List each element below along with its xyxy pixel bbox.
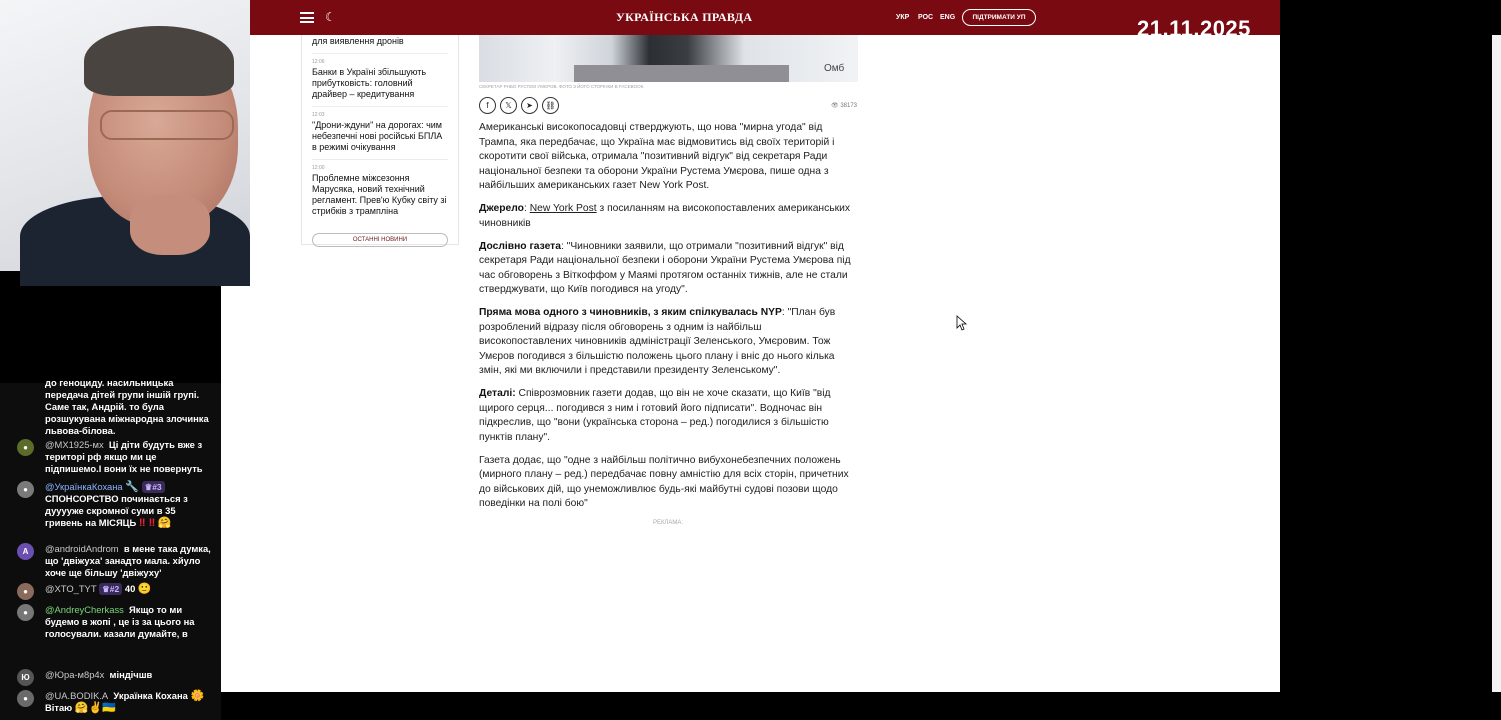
- chat-text: Якщо то ми будемо в жопі , це із за цього на голосували. казали думайте, в: [45, 604, 195, 639]
- dark-mode-moon-icon[interactable]: ☾: [325, 10, 336, 24]
- photo-sign-text: Омб: [824, 63, 845, 74]
- chat-text-2: Вітаю: [45, 702, 73, 713]
- direct-speech-label: Пряма мова одного з чиновників, з яким спілкувалась NYP: [479, 307, 782, 318]
- paragraph-5: [479, 387, 857, 445]
- site-header: [250, 0, 1280, 35]
- article-body: [479, 35, 857, 526]
- x-icon[interactable]: 𝕏: [500, 97, 517, 114]
- chat-username[interactable]: @Юра-м8р4х: [45, 669, 105, 680]
- chat-message: [17, 583, 213, 595]
- avatar: ●: [17, 583, 34, 600]
- page-scrollbar[interactable]: [1492, 35, 1501, 692]
- telegram-icon[interactable]: ➤: [521, 97, 538, 114]
- chat-message: [17, 439, 213, 475]
- hug-emoji-icon: 🤗: [157, 517, 172, 529]
- avatar: ●: [17, 481, 34, 498]
- lang-ukr[interactable]: УКР: [896, 14, 910, 21]
- direct-speech-rest: : "План був розроблений відразу після обговорень з одним із найбільш високопоставлених чиновників адміністрації Зеленського, Умєровим. Тож Умєров погодився з більшістю положень цього плану і вніс до нього кілька змін, які ми включили і представили президенту Зеленському".: [479, 307, 836, 376]
- news-item[interactable]: [312, 54, 448, 107]
- webcam-feed: [0, 0, 250, 271]
- date-overlay: 21.11.2025: [1137, 16, 1251, 41]
- lang-eng[interactable]: ENG: [940, 14, 956, 21]
- news-title[interactable]: для виявлення дронів: [312, 36, 404, 46]
- chat-username[interactable]: @androidAndrom: [45, 543, 119, 554]
- chat-text: СПОНСОРСТВО починається з дууууже скромної суми в 35 гривень на МІСЯЦЬ: [45, 493, 188, 528]
- share-row: [479, 97, 857, 121]
- quote-label: Дослівно газета: [479, 240, 561, 252]
- avatar: ●: [17, 604, 34, 621]
- avatar: Ю: [17, 669, 34, 686]
- chat-username[interactable]: @AndreyCherkass: [45, 604, 124, 615]
- latest-news-sidebar: [301, 35, 459, 245]
- source-label: Джерело: [479, 203, 524, 214]
- news-title[interactable]: Банки в Україні збільшують прибутковість: головний драйвер – кредитування: [312, 67, 427, 99]
- support-button[interactable]: ПІДТРИМАТИ УП: [962, 9, 1036, 26]
- article-photo: [479, 35, 858, 82]
- views-value: 38173: [840, 103, 857, 109]
- photo-caption: СЕКРЕТАР РНБО РУСТЕМ УМЄРОВ. ФОТО З ЙОГО СТОРІНКИ В FACEBOOK: [479, 84, 644, 89]
- chat-username[interactable]: @УкраїнкаКохана: [45, 481, 123, 492]
- hug-emoji-icon: 🤗✌🇺🇦: [74, 702, 116, 714]
- source-rest: з посиланням на високопоставлених американських чиновників: [479, 203, 851, 229]
- chat-message: [17, 543, 213, 579]
- chat-text: в мене така думка, що 'двіжуха' занадто мала. хйуло хоче ще більшу 'двіжуху': [45, 543, 211, 578]
- chat-text: Українка Кохана: [113, 690, 188, 701]
- news-time: 12:00: [312, 165, 325, 171]
- paragraph-3: [479, 240, 857, 298]
- paragraph-4: [479, 306, 857, 379]
- quote-rest: : "Чиновники заявили, що отримали "позитивний відгук" від секретаря Ради національної безпеки і оборони України Рустема Умєрова під час обговорень з Віткоффом у Маямі протягом останніх тижнів, але не стали стверджувати, що Київ погодився на угоду".: [479, 240, 851, 295]
- eye-icon: 👁: [831, 103, 839, 109]
- paragraph-1: Американські високопосадовці стверджують, що нова "мирна угода" від Трампа, яка передбачає, що Україна має відмовитись від своїх територій і скоротити свої війська, отримала "позитивний відгук" від секретаря Ради національної безпеки та оборони України Рустема Умєрова, пише одна з найбільших американських газет New York Post.: [479, 122, 835, 191]
- news-item[interactable]: [312, 160, 448, 223]
- exclamation-icon: ‼ ‼: [138, 517, 156, 529]
- news-title[interactable]: "Дрони-ждуни" на дорогах: чим небезпечні нові російські БПЛА в режимі очікування: [312, 120, 443, 152]
- all-news-button[interactable]: ОСТАННІ НОВИНИ: [312, 233, 448, 247]
- wrench-icon: 🔧: [125, 481, 139, 493]
- news-title[interactable]: Проблемне міжсезоння Марусяка, новий технічний регламент. Прев'ю Кубку світу зі стрибків з трампліна: [312, 173, 447, 216]
- flower-emoji-icon: 🌼: [190, 690, 205, 702]
- chat-text: міндічшв: [109, 669, 153, 680]
- chat-message: [17, 604, 213, 640]
- mouse-cursor-icon: [957, 316, 967, 331]
- news-time: 12:03: [312, 112, 325, 118]
- avatar: ●: [17, 690, 34, 707]
- lang-ros[interactable]: РОС: [918, 14, 934, 21]
- member-badge: ♛#2: [99, 583, 122, 595]
- link-icon[interactable]: ⛓: [542, 97, 559, 114]
- avatar: A: [17, 543, 34, 560]
- presenter-glasses: [100, 110, 234, 140]
- photo-desk: [574, 65, 789, 82]
- chat-text: до геноциду. насильницька передача дітей групи іншій групі. Саме так, Андрій. то була розшукувана міжнародна злочинка львова-білова.: [45, 377, 209, 436]
- chat-text: Ці діти будуть вже з територі рф якщо ми це підпишемо.І вони їх не повернуть: [45, 439, 203, 474]
- live-chat: [0, 377, 221, 720]
- news-item[interactable]: [312, 107, 448, 160]
- chat-username[interactable]: @UA.BODIK.A: [45, 690, 109, 701]
- chat-message: [17, 690, 213, 714]
- site-logo[interactable]: УКРАЇНСЬКА ПРАВДА: [616, 10, 753, 24]
- chat-message: [17, 481, 213, 529]
- hamburger-menu-icon[interactable]: [300, 12, 314, 23]
- views-count: [831, 102, 857, 109]
- news-item[interactable]: [312, 35, 448, 54]
- chat-username[interactable]: @XTO_TYT: [45, 583, 97, 594]
- chat-text: 40: [124, 583, 136, 594]
- source-link[interactable]: New York Post: [529, 203, 597, 214]
- facebook-icon[interactable]: f: [479, 97, 496, 114]
- news-time: 12:06: [312, 59, 325, 65]
- browser-page: [221, 0, 1280, 692]
- paragraph-6: Газета додає, що "одне з найбільш політично вибухонебезпечних положень (мирного плану – ред.) передбачає повну амністію для всіх сторін, причетних до військових дій, що унеможливлює будь-які майбутні судові позови щодо поведінки на полі бою": [479, 454, 849, 509]
- chat-message: [17, 669, 213, 681]
- member-badge: ♛#3: [142, 481, 165, 493]
- presenter-hair: [84, 26, 234, 96]
- ad-label: РЕКЛАМА:: [652, 520, 684, 526]
- avatar: ●: [17, 439, 34, 456]
- chat-message: [17, 377, 213, 437]
- smile-emoji-icon: 🙂: [137, 583, 152, 595]
- paragraph-2: Джерело: New York Post з посиланням на високопоставлених американських чиновників: [479, 203, 851, 229]
- details-label: Деталі:: [479, 388, 516, 399]
- details-rest: Співрозмовник газети додав, що він не хоче сказати, що Київ "від щирого серця... погодився з ним і готовий його підписати". Водночас він підкреслив, що "вони (українська сторона – ред.) погодилися з більшістю пунктів плану".: [479, 388, 831, 443]
- chat-username[interactable]: @MX1925-мх: [45, 439, 104, 450]
- presenter-hand: [130, 195, 210, 255]
